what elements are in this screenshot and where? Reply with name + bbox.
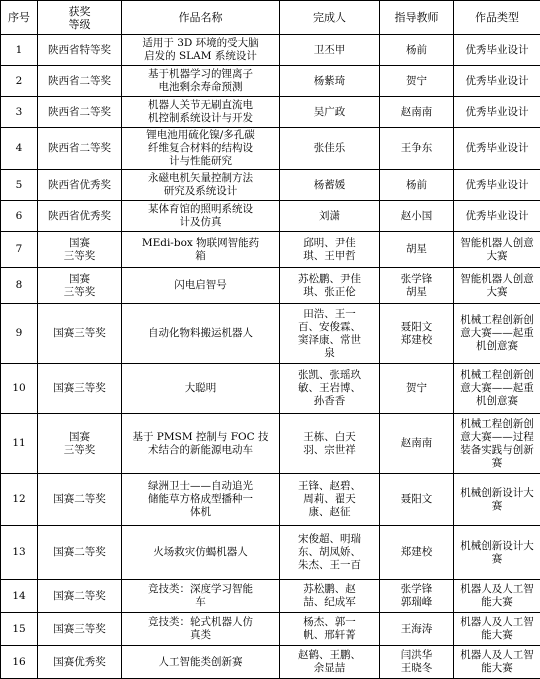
- cell-advisor: 王海涛: [380, 613, 454, 646]
- cell-name: 永磁电机矢量控制方法 研究及系统设计: [122, 170, 280, 201]
- cell-index: 14: [1, 580, 38, 613]
- header-members: 完成人: [280, 1, 380, 35]
- cell-name: 机器人关节无刷直流电 机控制系统设计与开发: [122, 97, 280, 128]
- cell-level: 国赛二等奖: [38, 580, 122, 613]
- cell-type: 优秀毕业设计: [454, 201, 540, 232]
- cell-members: 宋俊超、明瑞 东、胡凤娇、 朱杰、王一百: [280, 526, 380, 580]
- cell-name: MEdi-box 物联网智能药 箱: [122, 232, 280, 268]
- cell-name: 绿洲卫士——自动追光 储能草方格成型播种一 体机: [122, 474, 280, 526]
- cell-index: 8: [1, 268, 38, 304]
- cell-advisor: 王争东: [380, 128, 454, 170]
- table-row: [1, 201, 540, 232]
- cell-advisor: 贺宁: [380, 364, 454, 414]
- cell-type: 优秀毕业设计: [454, 128, 540, 170]
- cell-level: 国赛三等奖: [38, 304, 122, 364]
- cell-members: 张佳乐: [280, 128, 380, 170]
- cell-index: 6: [1, 201, 38, 232]
- cell-advisor: 张学锋 胡星: [380, 268, 454, 304]
- cell-members: 杨紫琦: [280, 66, 380, 97]
- header-advisor: 指导教师: [380, 1, 454, 35]
- header-index: 序号: [1, 1, 38, 35]
- cell-members: 苏松鹏、尹佳 琪、张正伦: [280, 268, 380, 304]
- cell-type: 优秀毕业设计: [454, 35, 540, 66]
- cell-advisor: 赵南南: [380, 97, 454, 128]
- cell-name: 自动化物料搬运机器人: [122, 304, 280, 364]
- cell-type: 机械工程创新创 意大赛——起重 机创意赛: [454, 304, 540, 364]
- cell-members: 赵鹤、王鹏、 余显喆: [280, 646, 380, 679]
- table-row: [1, 35, 540, 66]
- cell-name: 基于机器学习的锂离子 电池剩余寿命预测: [122, 66, 280, 97]
- cell-type: 优秀毕业设计: [454, 170, 540, 201]
- cell-members: 王栋、白天 羽、宗世祥: [280, 414, 380, 474]
- table-row: [1, 414, 540, 474]
- header-type: 作品类型: [454, 1, 540, 35]
- cell-index: 10: [1, 364, 38, 414]
- table-row: [1, 128, 540, 170]
- cell-type: 机械创新设计大 赛: [454, 474, 540, 526]
- cell-members: 田浩、王一 百、安俊霖、 窦泽康、常世 泉: [280, 304, 380, 364]
- cell-index: 2: [1, 66, 38, 97]
- cell-type: 优秀毕业设计: [454, 66, 540, 97]
- cell-name: 基于 PMSM 控制与 FOC 技 术结合的新能源电动车: [122, 414, 280, 474]
- cell-type: 机械工程创新创 意大赛——过程 装备实践与创新 赛: [454, 414, 540, 474]
- cell-index: 7: [1, 232, 38, 268]
- cell-index: 3: [1, 97, 38, 128]
- table-body: [1, 35, 540, 679]
- cell-level: 国赛三等奖: [38, 613, 122, 646]
- cell-name: 竞技类：轮式机器人仿 真类: [122, 613, 280, 646]
- cell-index: 11: [1, 414, 38, 474]
- cell-index: 1: [1, 35, 38, 66]
- cell-advisor: 贺宁: [380, 66, 454, 97]
- cell-level: 国赛三等奖: [38, 364, 122, 414]
- cell-name: 竞技类：深度学习智能 车: [122, 580, 280, 613]
- table-row: [1, 232, 540, 268]
- cell-members: 苏松鹏、赵 喆、纪成军: [280, 580, 380, 613]
- cell-members: 邱明、尹佳 琪、王甲哲: [280, 232, 380, 268]
- cell-members: 杨蓄媛: [280, 170, 380, 201]
- cell-type: 机器人及人工智 能大赛: [454, 613, 540, 646]
- header-name: 作品名称: [122, 1, 280, 35]
- cell-members: 吴广政: [280, 97, 380, 128]
- table-row: [1, 526, 540, 580]
- cell-type: 机械工程创新创 意大赛——起重 机创意赛: [454, 364, 540, 414]
- table-row: [1, 268, 540, 304]
- table-row: [1, 613, 540, 646]
- cell-advisor: 聂阳文 郑建校: [380, 304, 454, 364]
- cell-type: 机器人及人工智 能大赛: [454, 646, 540, 679]
- cell-type: 优秀毕业设计: [454, 97, 540, 128]
- cell-advisor: 赵南南: [380, 414, 454, 474]
- cell-type: 机械创新设计大 赛: [454, 526, 540, 580]
- table-row: [1, 646, 540, 679]
- cell-advisor: 赵小国: [380, 201, 454, 232]
- table-row: [1, 170, 540, 201]
- cell-index: 4: [1, 128, 38, 170]
- cell-advisor: 张学锋 郭瑞峰: [380, 580, 454, 613]
- table-row: [1, 364, 540, 414]
- cell-level: 陕西省优秀奖: [38, 170, 122, 201]
- cell-level: 陕西省二等奖: [38, 66, 122, 97]
- cell-advisor: 杨前: [380, 170, 454, 201]
- cell-name: 闪电启智号: [122, 268, 280, 304]
- table-row: [1, 304, 540, 364]
- cell-index: 15: [1, 613, 38, 646]
- cell-name: 适用于 3D 环境的受大脑 启发的 SLAM 系统设计: [122, 35, 280, 66]
- cell-name: 大聪明: [122, 364, 280, 414]
- table-row: [1, 66, 540, 97]
- cell-advisor: 郑建校: [380, 526, 454, 580]
- cell-index: 5: [1, 170, 38, 201]
- cell-level: 陕西省优秀奖: [38, 201, 122, 232]
- cell-members: 刘潇: [280, 201, 380, 232]
- cell-index: 9: [1, 304, 38, 364]
- cell-name: 人工智能类创新赛: [122, 646, 280, 679]
- cell-advisor: 聂阳文: [380, 474, 454, 526]
- cell-name: 某体育馆的照明系统设 计及仿真: [122, 201, 280, 232]
- cell-level: 国赛 三等奖: [38, 232, 122, 268]
- cell-level: 陕西省特等奖: [38, 35, 122, 66]
- table-row: [1, 580, 540, 613]
- cell-members: 张凯、张瑶玖 敏、王岩博、 孙香香: [280, 364, 380, 414]
- cell-level: 国赛 三等奖: [38, 414, 122, 474]
- cell-members: 杨杰、郭一 帆、邢轩菁: [280, 613, 380, 646]
- cell-level: 陕西省二等奖: [38, 97, 122, 128]
- cell-level: 国赛 三等奖: [38, 268, 122, 304]
- cell-name: 火场救灾仿蝎机器人: [122, 526, 280, 580]
- header-level: 获奖 等级: [38, 1, 122, 35]
- cell-type: 机器人及人工智 能大赛: [454, 580, 540, 613]
- cell-members: 王锋、赵碧、 周莉、翟天 康、赵征: [280, 474, 380, 526]
- table-row: [1, 97, 540, 128]
- cell-advisor: 胡星: [380, 232, 454, 268]
- header-row: [1, 1, 540, 35]
- cell-index: 12: [1, 474, 38, 526]
- cell-advisor: 闫洪华 王晓冬: [380, 646, 454, 679]
- cell-level: 国赛二等奖: [38, 474, 122, 526]
- cell-level: 国赛优秀奖: [38, 646, 122, 679]
- cell-type: 智能机器人创意 大赛: [454, 268, 540, 304]
- cell-level: 国赛二等奖: [38, 526, 122, 580]
- cell-name: 锂电池用硫化镍/多孔碳 纤维复合材料的结构设 计与性能研究: [122, 128, 280, 170]
- cell-index: 16: [1, 646, 38, 679]
- cell-advisor: 杨前: [380, 35, 454, 66]
- table-row: [1, 474, 540, 526]
- cell-members: 卫丕甲: [280, 35, 380, 66]
- cell-level: 陕西省二等奖: [38, 128, 122, 170]
- cell-index: 13: [1, 526, 38, 580]
- cell-type: 智能机器人创意 大赛: [454, 232, 540, 268]
